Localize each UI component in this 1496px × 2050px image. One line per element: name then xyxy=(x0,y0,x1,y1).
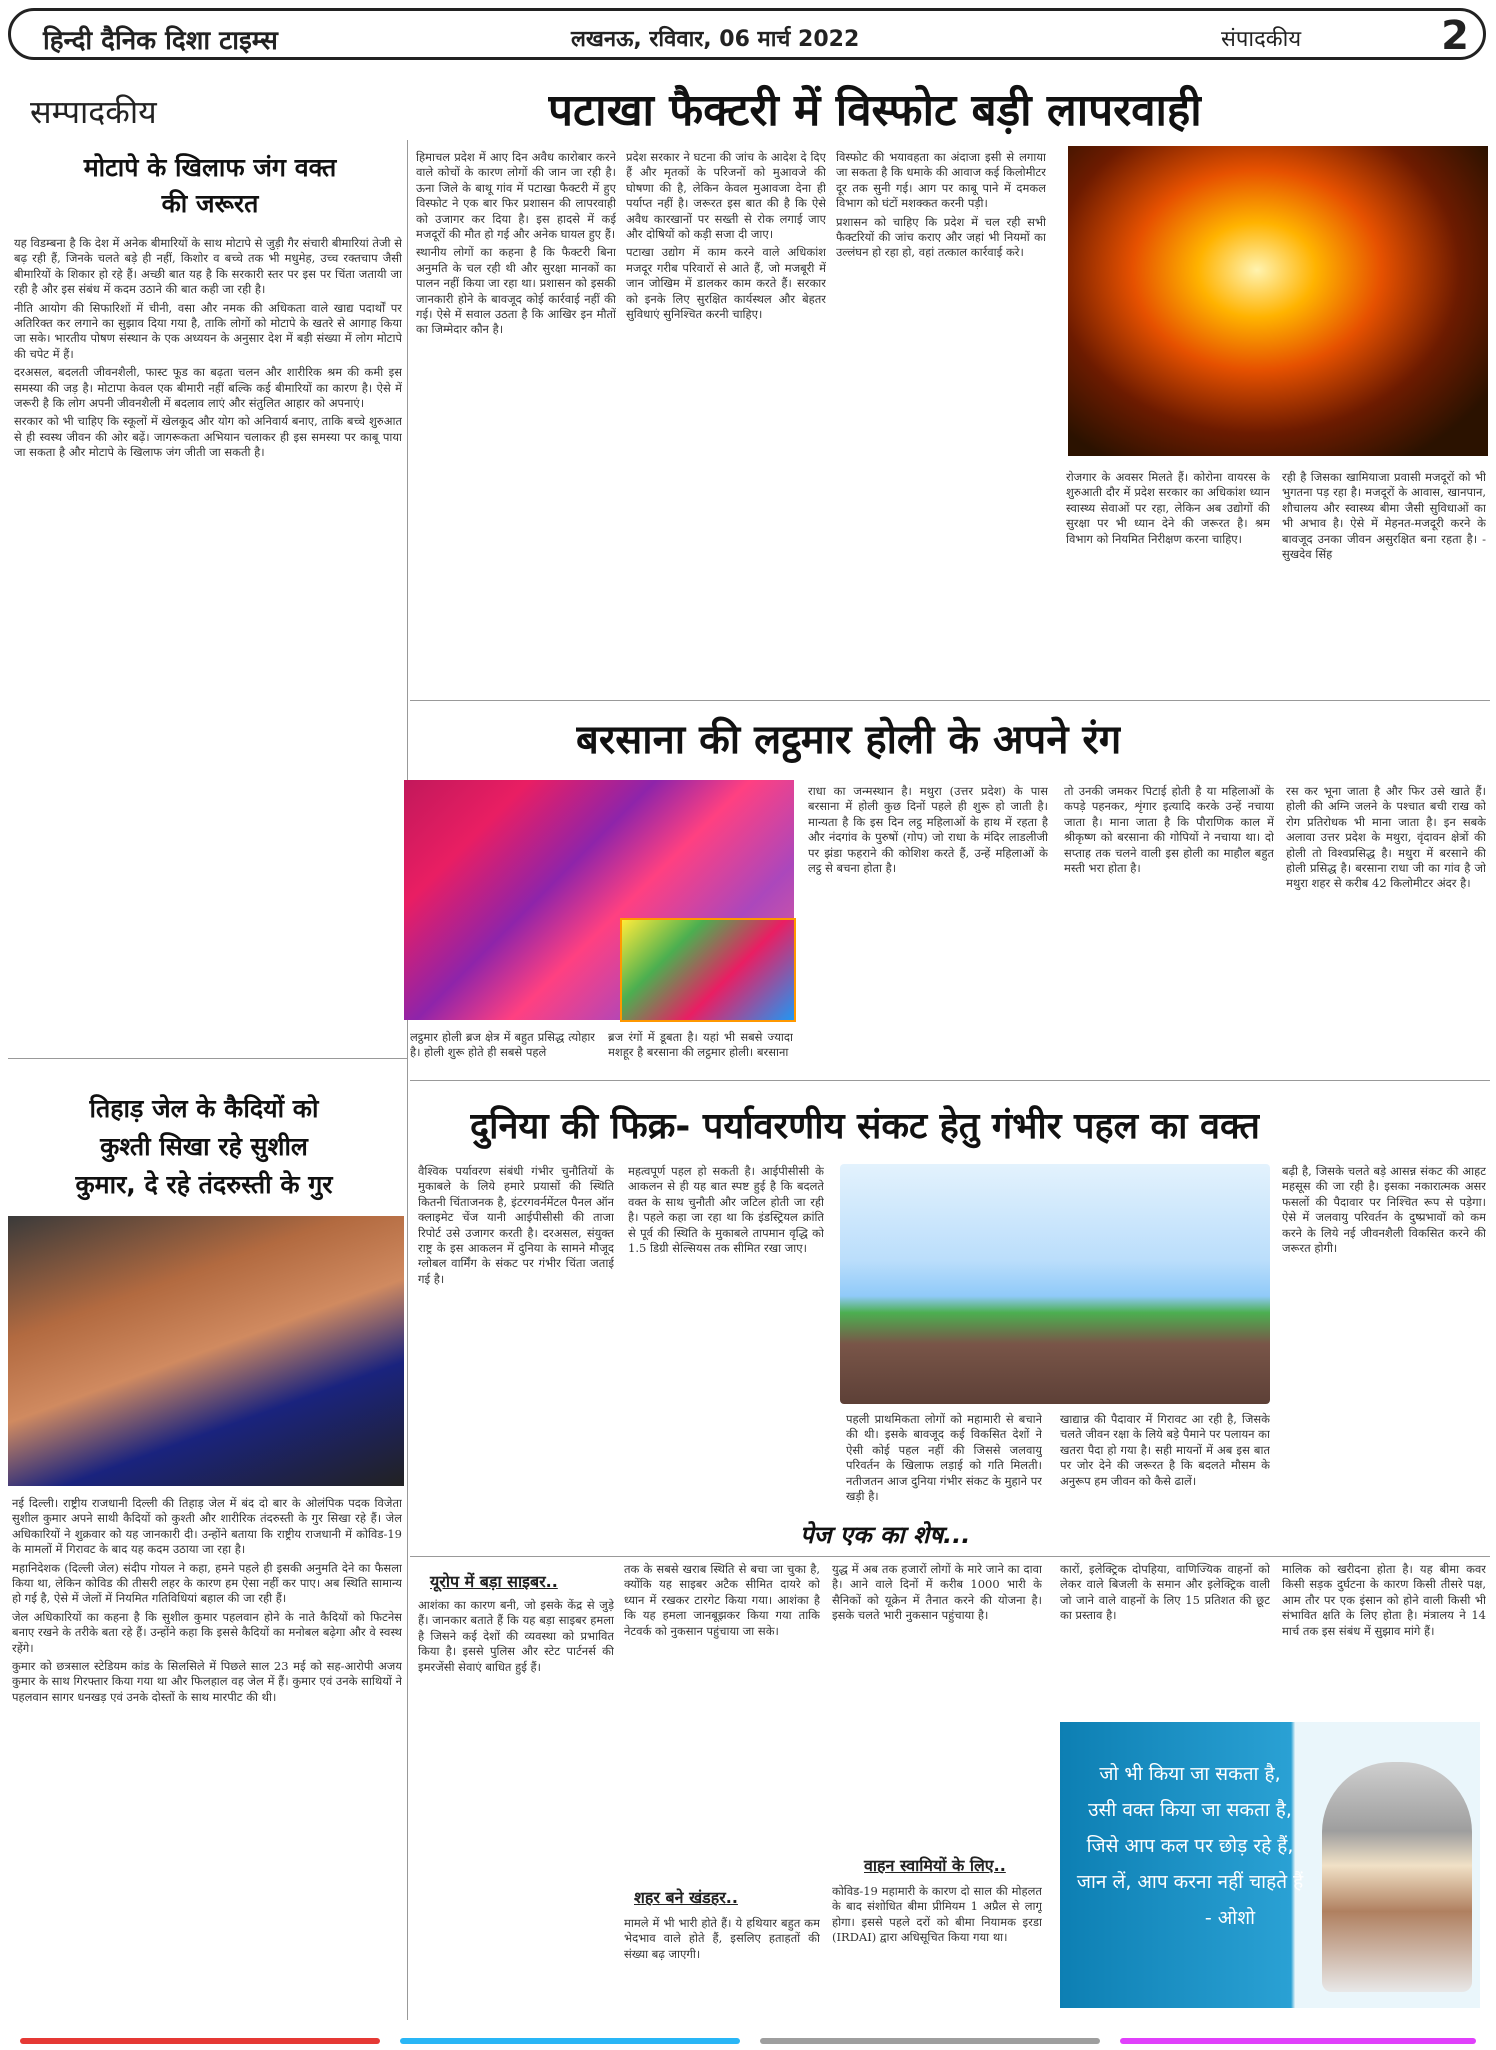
firecracker-col1 xyxy=(416,150,616,690)
europe-col1 xyxy=(418,1598,614,2038)
obesity-para: सरकार को भी चाहिए कि स्कूलों में खेलकूद और योग को अनिवार्य बनाए, ताकि बच्चे शुरुआत से ही स्वस्थ जीवन की ओर बढ़ें। जागरूकता अभियान चलाकर ही इस समस्या पर काबू पाया जा सकता है और मोटापे के खिलाफ जंग जीती जा सकती है। xyxy=(14,414,402,460)
factory-fire-photo xyxy=(1068,146,1488,456)
obesity-headline-line2: की जरूरत xyxy=(161,189,259,218)
environment-col4 xyxy=(1060,1412,1270,1518)
environment-para: पहली प्राथमिकता लोगों को महामारी से बचाने की थी। इसके बावजूद कई विकसित देशों ने ऐसी कोई पहल नहीं की जिससे जलवायु परिवर्तन के खिलाफ लड़ाई को गति मिलती। नतीजतन आज दुनिया गंभीर संकट के मुहाने पर खड़ी है। xyxy=(846,1412,1042,1504)
europe-subhead: यूरोप में बड़ा साइबर.. xyxy=(430,1572,558,1591)
paper-name: हिन्दी दैनिक दिशा टाइम्स xyxy=(43,26,278,56)
holi-col3 xyxy=(1286,784,1486,1074)
firecracker-para: विस्फोट की भयावहता का अंदाजा इसी से लगाया जा सकता है कि धमाके की आवाज कई किलोमीटर दूर तक सुनी गई। आग पर काबू पाने में दमकल विभाग को घंटों मशक्कत करनी पड़ी। xyxy=(836,150,1046,211)
divider xyxy=(8,1058,408,1059)
masthead xyxy=(8,8,1486,60)
environment-para: महत्वपूर्ण पहल हो सकती है। आईपीसीसी के आकलन से ही यह बात स्पष्ट हुई है कि बदलते वक्त के साथ चुनौती और जटिल होती जा रही है। पहले कहा जा रहा था कि इंडस्ट्रियल क्रांति से पूर्व की स्थिति के मुकाबले तापमान वृद्धि को 1.5 डिग्री सेल्सियस तक सीमित रखा जाए। xyxy=(628,1164,824,1256)
holi-caption-2: ब्रज रंगों में डूबता है। यहां भी सबसे ज्यादा मशहूर है बरसाना की लट्ठमार होली। बरसाना xyxy=(608,1030,793,1059)
firecracker-col3 xyxy=(836,150,1046,690)
divider xyxy=(410,700,1490,701)
environment-para: खाद्यान्न की पैदावार में गिरावट आ रही है, जिसके चलते जीवन रक्षा के लिये बड़े पैमाने पर पलायन का खतरा पैदा हो गया है। सही मायनों में अब इस बात पर जोर देने की जरूरत है कि बदलते मौसम के अनुरूप हम जीवन को कैसे ढालें। xyxy=(1060,1412,1270,1488)
quote-line: उसी वक्त किया जा सकता है, xyxy=(1088,1799,1292,1821)
footer-bar-red xyxy=(20,2038,380,2044)
osho-portrait xyxy=(1322,1762,1472,1992)
firecracker-para: प्रदेश सरकार ने घटना की जांच के आदेश दे दिए हैं और मृतकों के परिजनों को मुआवजे की घोषणा की है, लेकिन केवल मुआवजा देना ही पर्याप्त नहीं है। जरूरत इस बात की है कि ऐसे अवैध कारखानों पर सख्ती से रोक लगाई जाए और दोषियों को कड़ी सजा दी जाए। xyxy=(626,150,826,242)
continued-para: मालिक को खरीदना होता है। यह बीमा कवर किसी सड़क दुर्घटना के कारण किसी तीसरे पक्ष, आम तौर पर एक इंसान को होने वाली किसी भी संभावित क्षति के लिए होता है। मंत्रालय ने 14 मार्च तक इस संबंध में सुझाव मांगे हैं। xyxy=(1282,1562,1486,1638)
page-number: 2 xyxy=(1441,13,1469,59)
firecracker-para: रही है जिसका खामियाजा प्रवासी मजदूरों को भी भुगतना पड़ रहा है। मजदूरों के आवास, खानपान, शौचालय और स्वास्थ्य बीमा जैसी सुविधाओं का भी अभाव है। ऐसे में मेहनत-मजदूरी करने के बावजूद उनका जीवन असुरक्षित बना रहता है। - सुखदेव सिंह xyxy=(1282,470,1486,562)
europe-para: तक के सबसे खराब स्थिति से बचा जा चुका है, क्योंकि यह साइबर अटैक सीमित दायरे को ध्यान में रखकर टारगेट किया गया। आशंका है कि यह हमला जानबूझकर किया गया ताकि नेटवर्क को नुकसान पहुंचाया जा सके। xyxy=(624,1562,820,1638)
divider xyxy=(410,1556,1490,1557)
wrestler-para: नई दिल्ली। राष्ट्रीय राजधानी दिल्ली की तिहाड़ जेल में बंद दो बार के ओलंपिक पदक विजेता सुशील कुमार अपने साथी कैदियों को कुश्ती और शारीरिक तंदरुस्ती के गुर सिखा रहे हैं। जेल अधिकारियों ने शुक्रवार को यह जानकारी दी। उन्होंने बताया कि राष्ट्रीय राजधानी में कोविड-19 के मामलों में गिरावट के बाद यह कदम उठाया जा रहा है। xyxy=(12,1496,402,1557)
city-body xyxy=(624,1916,820,2036)
europe-col2 xyxy=(624,1562,820,1862)
continued-banner: पेज एक का शेष... xyxy=(800,1521,971,1549)
wrestler-para: जेल अधिकारियों का कहना है कि सुशील कुमार पहलवान होने के नाते कैदियों को फिटनेस बनाए रखने के तरीके बता रहे हैं। उन्होंने कहा कि इससे कैदियों का मनोबल बढ़ेगा और वे स्वस्थ रहेंगे। xyxy=(12,1609,402,1655)
continued-col3 xyxy=(832,1562,1042,1832)
section-label: सम्पादकीय xyxy=(30,93,157,131)
divider xyxy=(410,1080,1490,1081)
continued-col5 xyxy=(1282,1562,1486,1712)
firecracker-col4 xyxy=(1066,470,1270,690)
environment-col5 xyxy=(1282,1164,1486,1518)
holi-caption-1: लट्ठमार होली ब्रज क्षेत्र में बहुत प्रसिद्ध त्योहार है। होली शुरू होते ही सबसे पहले xyxy=(410,1030,595,1059)
firecracker-col2 xyxy=(626,150,826,690)
footer-bar-gray xyxy=(760,2038,1100,2044)
wrestler-para: कुमार को छत्रसाल स्टेडियम कांड के सिलसिले में पिछले साल 23 मई को सह-आरोपी अजय कुमार के साथ गिरफ्तार किया गया था और फिलहाल वह जेल में हैं। कुमार एवं उनके साथियों ने पहलवान सागर धनखड़ एवं उनके दोस्तों के साथ मारपीट की थी। xyxy=(12,1659,402,1704)
quote-line: जिसे आप कल पर छोड़ रहे हैं, xyxy=(1086,1835,1294,1857)
obesity-para: नीति आयोग की सिफारिशों में चीनी, वसा और नमक की अधिकता वाले खाद्य पदार्थों पर अतिरिक्त कर लगाने का सुझाव दिया गया है, ताकि लोगों को मोटापे के खतरे से आगाह किया जा सके। भारतीय पोषण संस्थान के एक अध्ययन के अनुसार देश में बड़ी संख्या में लोग मोटापे की चपेट में हैं। xyxy=(14,300,402,361)
firecracker-para: हिमाचल प्रदेश में आए दिन अवैध कारोबार करने वाले कोचों के कारण लोगों की जान जा रही है। ऊना जिले के बाथू गांव में पटाखा फैक्टरी में हुए विस्फोट ने एक बार फिर प्रशासन की लापरवाही को उजागर कर दिया है। इस हादसे में कई मजदूरों की मौत हो गई और अनेक घायल हुए हैं। xyxy=(416,150,616,242)
wrestler-headline-line1: तिहाड़ जेल के कैदियों को xyxy=(89,1094,319,1123)
quote-text xyxy=(1070,1756,1310,1936)
continued-col4 xyxy=(1060,1562,1270,1712)
holi-para: तो उनकी जमकर पिटाई होती है या महिलाओं के कपड़े पहनकर, शृंगार इत्यादि करके उन्हें नचाया जाता है। माना जाता है कि पौराणिक काल में श्रीकृष्ण को बरसाना की गोपियों ने नचाया था। दो सप्ताह तक चलने वाली इस होली का माहौल बहुत मस्ती भरा होता है। xyxy=(1064,784,1274,876)
section-name: संपादकीय xyxy=(1221,27,1302,52)
environment-earth-photo xyxy=(840,1164,1270,1404)
holi-photo-inset xyxy=(620,918,796,1022)
continued-para: युद्ध में अब तक हजारों लोगों के मारे जाने का दावा है। आने वाले दिनों में करीब 1000 भारी के सैनिकों को यूक्रेन में तैनात करने की योजना है। इसके चलते भारी नुकसान पहुंचाया है। xyxy=(832,1562,1042,1623)
obesity-para: यह विडम्बना है कि देश में अनेक बीमारियों के साथ मोटापे से जुड़ी गैर संचारी बीमारियां तेजी से बढ़ रही हैं, जिनके चलते बड़े ही नहीं, किशोर व बच्चे तक भी मधुमेह, उच्च रक्तचाप जैसी बीमारियों के शिकार हो रहे हैं। अच्छी बात यह है कि सरकारी स्तर पर इस पर चिंता जतायी जा रही है और इस संबंध में कदम उठाने की बात कही जा रही है। xyxy=(14,236,402,297)
obesity-headline-line1: मोटापे के खिलाफ जंग वक्त xyxy=(83,153,337,182)
environment-col2 xyxy=(628,1164,824,1518)
vehicle-body xyxy=(832,1884,1042,2034)
holi-col2 xyxy=(1064,784,1274,1074)
footer-bar-pink xyxy=(1120,2038,1476,2044)
wrestler-headline xyxy=(14,1090,394,1204)
obesity-body xyxy=(14,236,402,1036)
environment-col3 xyxy=(846,1412,1042,1518)
obesity-para: दरअसल, बदलती जीवनशैली, फास्ट फूड का बढ़ता चलन और शारीरिक श्रम की कमी इस समस्या की जड़ है। मोटापा केवल एक बीमारी नहीं बल्कि कई बीमारियों का कारण है। ऐसे में जरूरी है कि लोग अपनी जीवनशैली में बदलाव लाएं और संतुलित आहार को अपनाएं। xyxy=(14,365,402,411)
holi-col1 xyxy=(808,784,1048,1074)
firecracker-para: रोजगार के अवसर मिलते हैं। कोरोना वायरस के शुरुआती दौर में प्रदेश सरकार का अधिकांश ध्यान स्वास्थ्य सेवाओं पर रहा, लेकिन अब उद्योगों की सुरक्षा पर भी ध्यान देने की जरूरत है। श्रम विभाग को नियमित निरीक्षण करना चाहिए। xyxy=(1066,470,1270,546)
firecracker-para: प्रशासन को चाहिए कि प्रदेश में चल रही सभी फैक्टरियों की जांच कराए और जहां भी नियमों का उल्लंघन हो रहा हो, वहां तत्काल कार्रवाई करे। xyxy=(836,214,1046,260)
firecracker-para: पटाखा उद्योग में काम करने वाले अधिकांश मजदूर गरीब परिवारों से आते हैं, जो मजबूरी में जान जोखिम में डालकर काम करते हैं। सरकार को इनके लिए सुरक्षित कार्यस्थल और बेहतर सुविधाएं सुनिश्चित करनी चाहिए। xyxy=(626,245,826,322)
holi-para: राधा का जन्मस्थान है। मथुरा (उत्तर प्रदेश) के पास बरसाना में होली कुछ दिनों पहले ही शुरू हो जाती है। मान्यता है कि इस दिन लट्ठ महिलाओं के हाथ में रहता है और नंदगांव के पुरुषों (गोप) जो राधा के मंदिर लाडलीजी पर झंडा फहराने की कोशिश करते हैं, उन्हें महिलाओं के लट्ठ से बचना होता है। xyxy=(808,784,1048,876)
divider xyxy=(407,140,408,2020)
firecracker-headline: पटाखा फैक्टरी में विस्फोट बड़ी लापरवाही xyxy=(548,85,1202,136)
environment-headline: दुनिया की फिक्र- पर्यावरणीय संकट हेतु गंभीर पहल का वक्त xyxy=(470,1106,1260,1147)
wrestler-headline-line3: कुमार, दे रहे तंदरुस्ती के गुर xyxy=(75,1170,333,1199)
continued-para: कारों, इलेक्ट्रिक दोपहिया, वाणिज्यिक वाहनों को लेकर वाले बिजली के समान और इलेक्ट्रिक वाली जो जाने वाले वाहनों के लिए 15 प्रतिशत की छूट का प्रस्ताव है। xyxy=(1060,1562,1270,1623)
europe-para: आशंका का कारण बनी, जो इसके केंद्र से जुड़े हैं। जानकार बताते हैं कि यह बड़ा साइबर हमला है जिसने कई देशों की व्यवस्था को प्रभावित किया है। इससे पुलिस और स्टेट पार्टनर्स की इमरजेंसी सेवाएं बाधित हुई हैं। xyxy=(418,1598,614,1674)
wrestler-body xyxy=(12,1496,402,2036)
vehicle-para: कोविड-19 महामारी के कारण दो साल की मोहलत के बाद संशोधित बीमा प्रीमियम 1 अप्रैल से लागू होगा। इससे पहले दरों को बीमा नियामक इरडा (IRDAI) द्वारा अधिसूचित किया गया था। xyxy=(832,1884,1042,1945)
firecracker-para: स्थानीय लोगों का कहना है कि फैक्टरी बिना अनुमति के चल रही थी और सुरक्षा मानकों का पालन नहीं किया जा रहा था। प्रशासन को इसकी जानकारी होने के बावजूद कोई कार्रवाई नहीं की गई। ऐसे में सवाल उठता है कि आखिर इन मौतों का जिम्मेदार कौन है। xyxy=(416,245,616,337)
wrestler-photo xyxy=(8,1216,404,1486)
quote-author: - ओशो xyxy=(1204,1907,1256,1929)
firecracker-col5 xyxy=(1282,470,1486,690)
quote-line: जो भी किया जा सकता है, xyxy=(1099,1763,1281,1785)
wrestler-headline-line2: कुश्ती सिखा रहे सुशील xyxy=(100,1132,308,1161)
holi-para: रस कर भूना जाता है और फिर उसे खाते हैं। होली की अग्नि जलने के पश्चात बची राख को रोग प्रतिरोधक भी माना जाता है। इन सबके अलावा उत्तर प्रदेश के मथुरा, वृंदावन क्षेत्रों की होली तो विश्वप्रसिद्ध है। मथुरा में बरसाने की होली प्रसिद्ध है। बरसाना राधा जी का गांव है जो मथुरा शहर से करीब 42 किलोमीटर अंदर है। xyxy=(1286,784,1486,891)
obesity-headline xyxy=(40,150,380,222)
city-subhead: शहर बने खंडहर.. xyxy=(634,1888,738,1907)
vehicle-subhead: वाहन स्वामियों के लिए.. xyxy=(864,1856,1006,1875)
quote-line: जान लें, आप करना नहीं चाहते हैं xyxy=(1076,1871,1304,1893)
environment-para: बढ़ी है, जिसके चलते बड़े आसन्न संकट की आहट महसूस की जा रही है। इसका नकारात्मक असर फसलों की पैदावार पर निश्चित रूप से पड़ेगा। ऐसे में जलवायु परिवर्तन के दुष्प्रभावों को कम करने के लिये नई जीवनशैली विकसित करने की जरूरत होगी। xyxy=(1282,1164,1486,1256)
wrestler-para: महानिदेशक (दिल्ली जेल) संदीप गोयल ने कहा, हमने पहले ही इसकी अनुमति देने का फैसला किया था, लेकिन कोविड की तीसरी लहर के कारण हम ऐसा नहीं कर पाए। अब स्थिति सामान्य हो गई है, ऐसे में जेलों में नियमित गतिविधियां बहाल की जा रही हैं। xyxy=(12,1560,402,1606)
dateline: लखनऊ, रविवार, 06 मार्च 2022 xyxy=(571,27,860,52)
city-para: मामले में भी भारी होते हैं। ये हथियार बहुत कम भेदभाव वाले होते हैं, इसलिए हताहतों की संख्या बढ़ जाएगी। xyxy=(624,1916,820,1961)
holi-headline: बरसाना की लट्ठमार होली के अपने रंग xyxy=(576,717,1122,763)
footer-bar-cyan xyxy=(400,2038,740,2044)
environment-col1 xyxy=(418,1164,614,1518)
environment-para: वैश्विक पर्यावरण संबंधी गंभीर चुनौतियों के मुकाबले के लिये हमारे प्रयासों की स्थिति कितनी चिंताजनक है, इंटरगवर्नमेंटल पैनल ऑन क्लाइमेट चेंज यानी आईपीसीसी की ताजा रिपोर्ट उसे उजागर करती है। दरअसल, संयुक्त राष्ट्र के इस आकलन में दुनिया के सामने मौजूद ग्लोबल वार्मिंग के संकट पर गंभीर चिंता जताई गई है। xyxy=(418,1164,614,1286)
osho-quote-box xyxy=(1060,1722,1480,2008)
